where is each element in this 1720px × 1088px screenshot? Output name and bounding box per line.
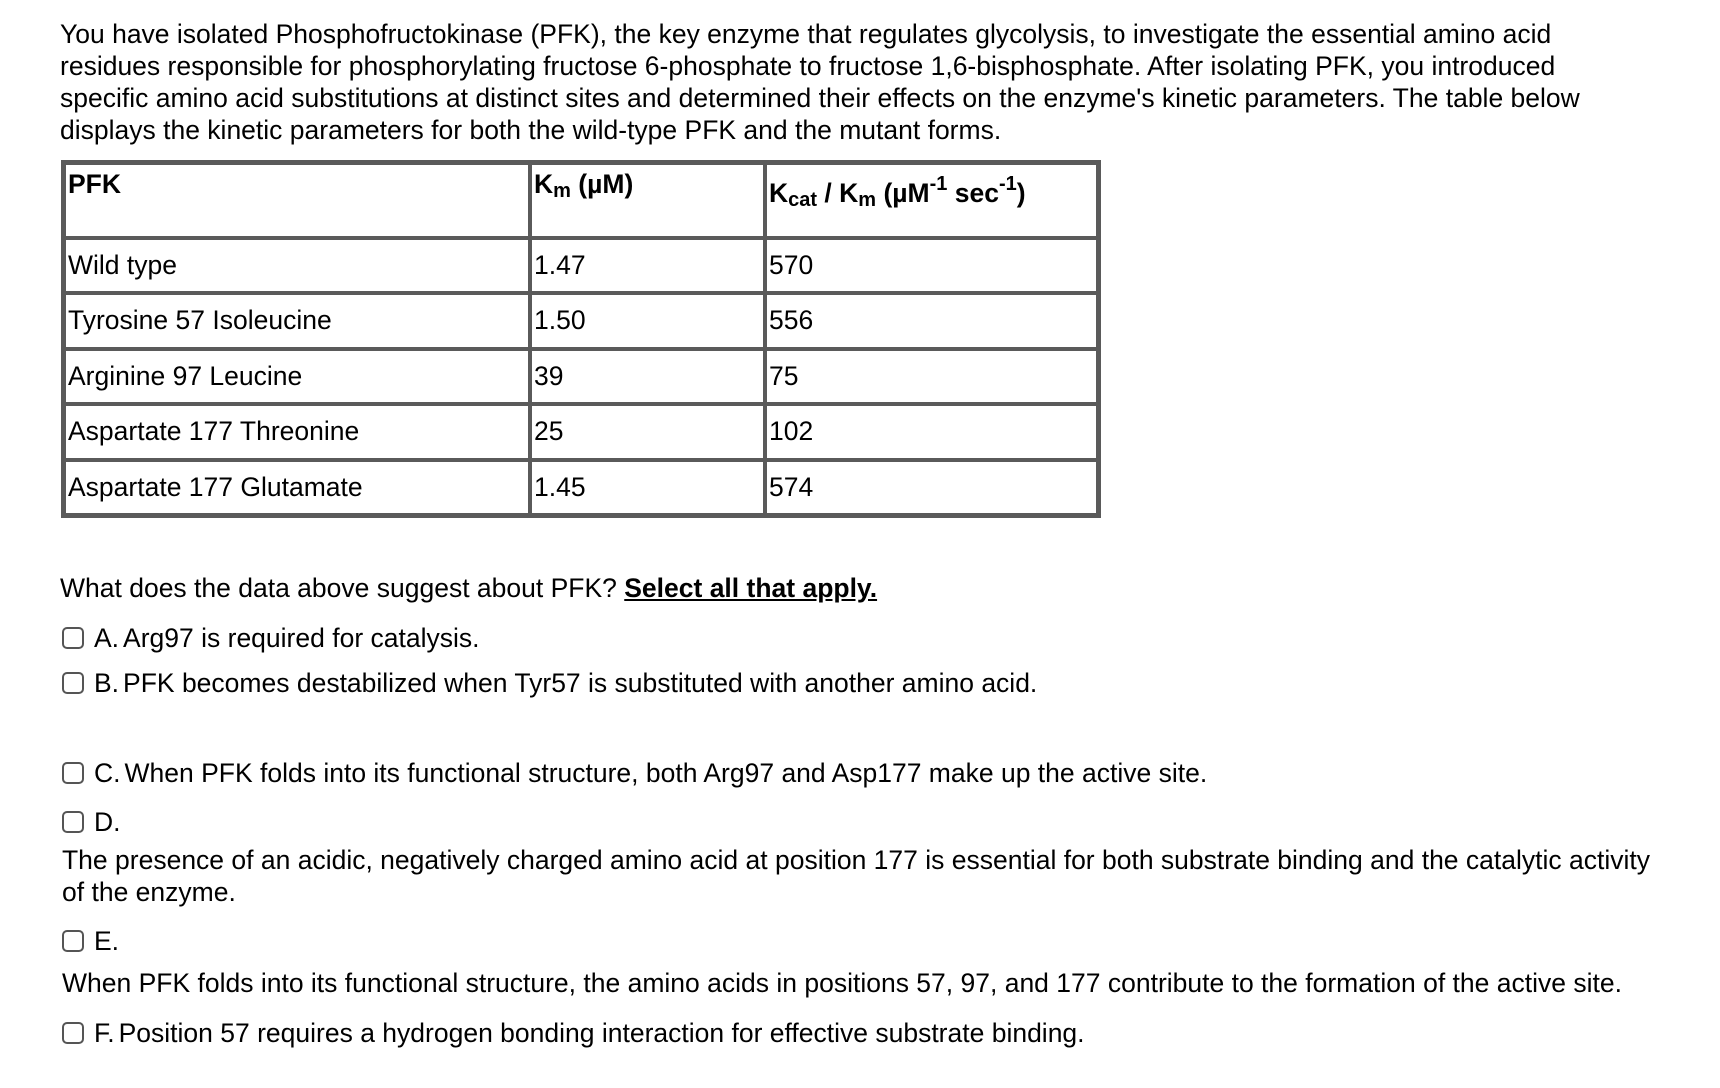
option-d[interactable] [62,806,125,838]
option-a-letter: A. [94,623,120,653]
cell-pfk: Aspartate 177 Threonine [64,404,530,459]
table-row [64,404,1098,459]
option-b-checkbox[interactable] [62,672,84,694]
cell-kcat-km: 574 [765,460,1098,516]
option-f-letter: F. [94,1018,115,1048]
cell-kcat-km: 556 [765,293,1098,348]
option-c-text: When PFK folds into its functional structure, both Arg97 and Asp177 make up the active site. [124,758,1208,788]
select-all-instruction: Select all that apply. [624,573,878,603]
kinetic-parameters-table [61,160,1101,518]
table-row [64,349,1098,404]
cell-pfk: Arginine 97 Leucine [64,349,530,404]
cell-kcat-km: 570 [765,238,1098,293]
cell-km: 1.45 [530,460,765,516]
option-e-letter: E. [94,926,120,956]
option-a-text: Arg97 is required for catalysis. [123,623,480,653]
header-kcat-km: $K_{cat} / K_m$ (µM$^{-1}$ $\sec^{-1}$) [765,163,1098,238]
cell-km: 1.50 [530,293,765,348]
header-pfk: PFK [64,163,530,238]
header-km: $K_m$ (µM) [530,163,765,238]
option-b[interactable] [62,667,1037,699]
question-prompt: What does the data above suggest about PFK? Select all that apply. [60,573,878,603]
cell-km: 39 [530,349,765,404]
option-e-text: When PFK folds into its functional structure, the amino acids in positions 57, 97, and 177 contribute to the formation of the active site. [62,968,1622,998]
option-b-text: PFK becomes destabilized when Tyr57 is substituted with another amino acid. [123,668,1038,698]
cell-kcat-km: 102 [765,404,1098,459]
cell-pfk: Aspartate 177 Glutamate [64,460,530,516]
option-f[interactable] [62,1017,1085,1049]
table-header-row [64,163,1098,238]
option-d-checkbox[interactable] [62,811,84,833]
option-e[interactable] [62,925,123,957]
option-d-letter: D. [94,807,121,837]
option-f-text: Position 57 requires a hydrogen bonding interaction for effective substrate binding. [118,1018,1085,1048]
table-row [64,293,1098,348]
intro-paragraph: You have isolated Phosphofructokinase (PFK), the key enzyme that regulates glycolysis, to investigate the essential amino acid residues responsible for phosphorylating fructose 6-phosphate to fructose 1,6-bisphosphate. After isolating PFK, you introduced specific amino acid substitutions at distinct sites and determined their effects on the enzyme's kinetic parameters. The table below displays the kinetic parameters for both the wild-type PFK and the mutant forms. [60,19,1580,145]
option-e-checkbox[interactable] [62,930,84,952]
cell-km: 1.47 [530,238,765,293]
table-row [64,460,1098,516]
option-a[interactable] [62,622,479,654]
option-c[interactable] [62,757,1207,789]
cell-pfk: Tyrosine 57 Isoleucine [64,293,530,348]
cell-km: 25 [530,404,765,459]
cell-kcat-km: 75 [765,349,1098,404]
option-a-checkbox[interactable] [62,627,84,649]
option-c-letter: C. [94,758,121,788]
option-c-checkbox[interactable] [62,762,84,784]
option-d-text: The presence of an acidic, negatively charged amino acid at position 177 is essential for both substrate binding and the catalytic activity of the enzyme. [62,845,1650,907]
table-row [64,238,1098,293]
cell-pfk: Wild type [64,238,530,293]
option-b-letter: B. [94,668,120,698]
option-f-checkbox[interactable] [62,1022,84,1044]
